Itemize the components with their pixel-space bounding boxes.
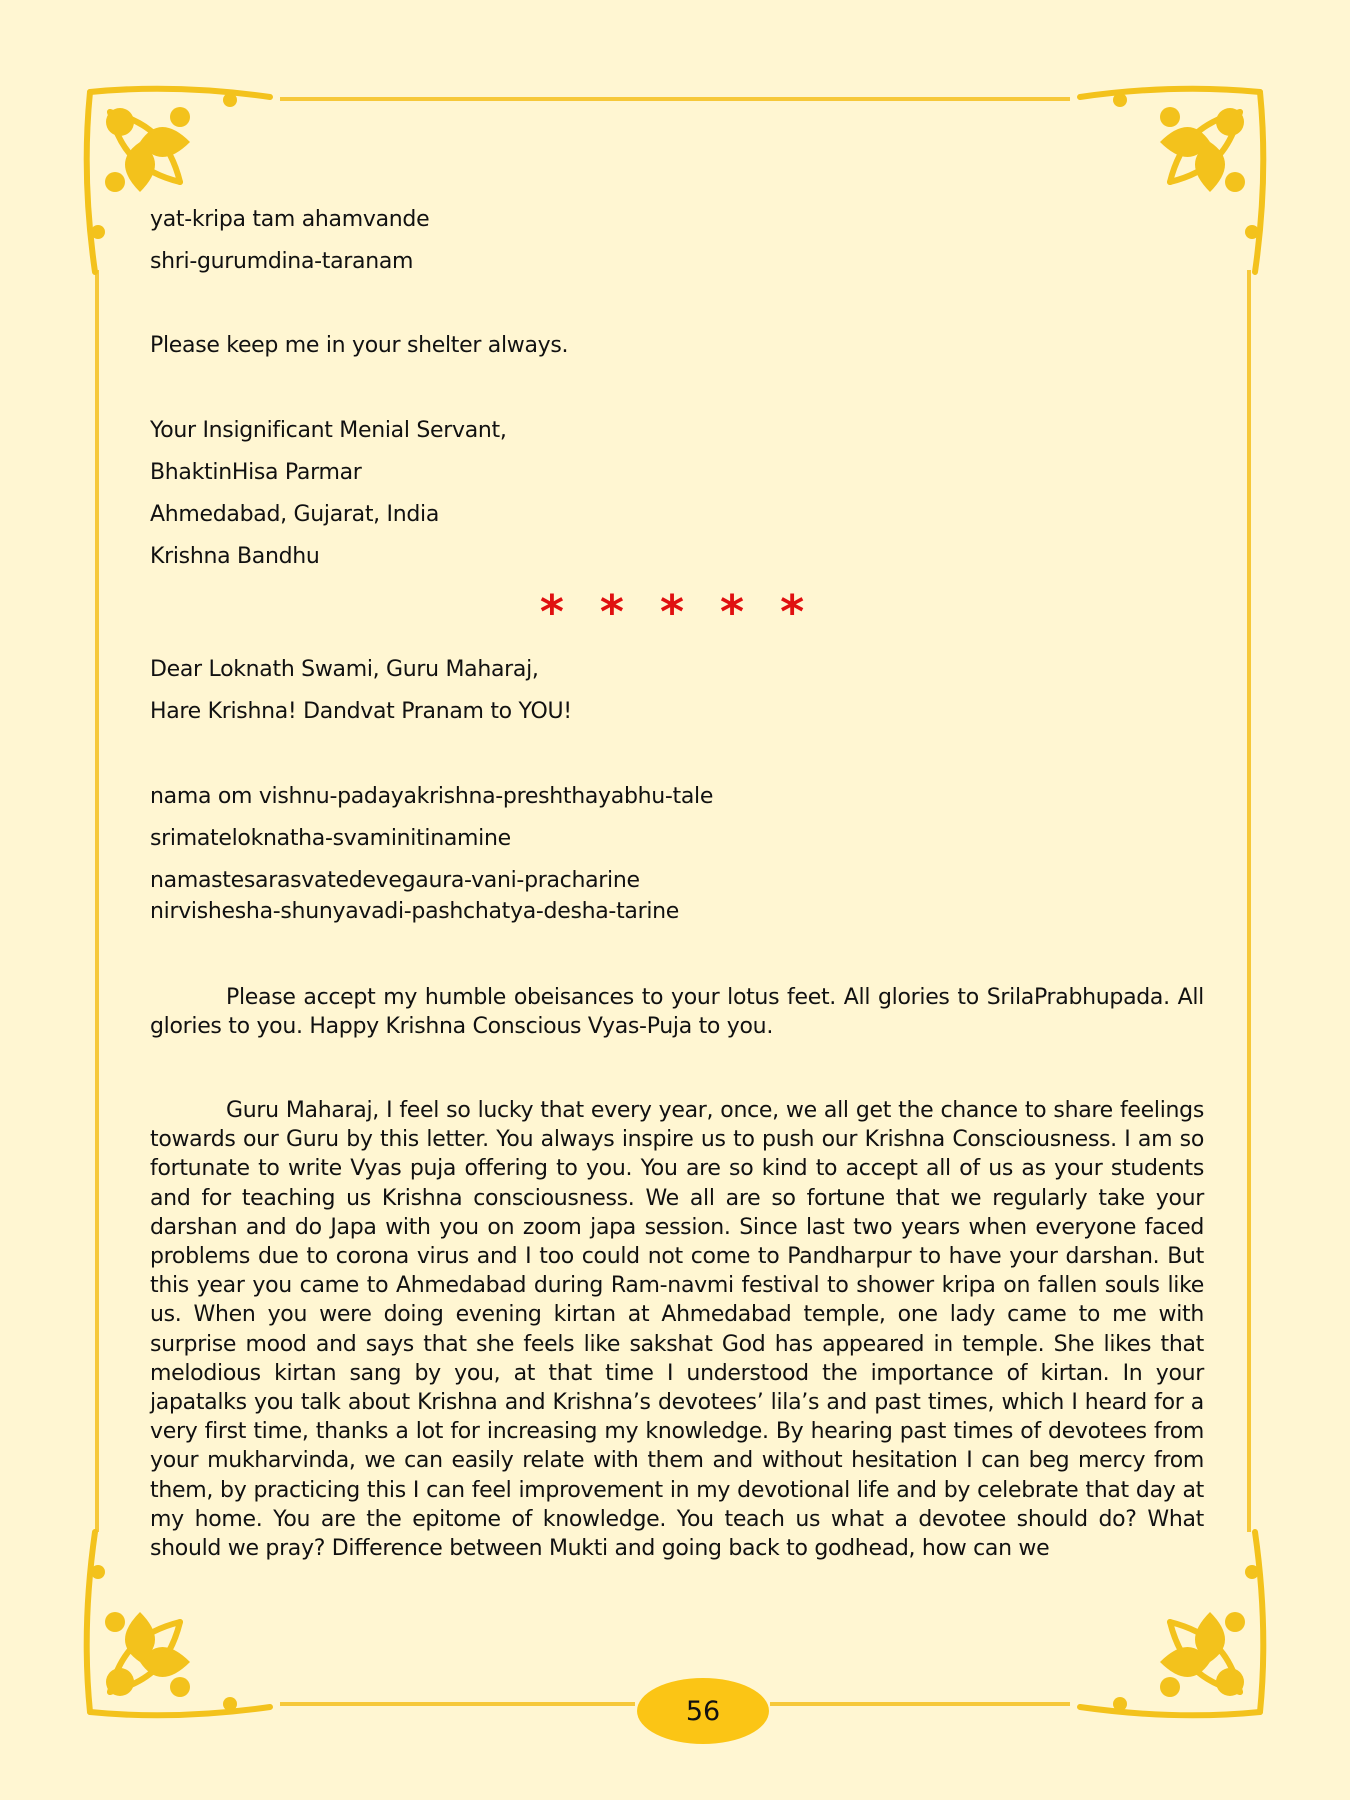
body-paragraph: Guru Maharaj, I feel so lucky that every year, once, we all get the chance to share feelings towards our Guru by this letter. You always inspire us to push our Krishna Consciousness. I am so fortunate to write Vyas puja offering to you. You are so kind to accept all of us as your students and for teaching us Krishna consciousness. We all are so fortune that we regularly take your darshan and do Japa with you on zoom japa session. Since last two years when everyone faced problems due to corona virus and I too could not come to Pandharpur to have your darshan. But this year you came to Ahmedabad during Ram-navmi festival to shower kripa on fallen souls like us. When you were doing evening kirtan at Ahmedabad temple, one lady came to me with surprise mood and says that she feels like sakshat God has appeared in temple. She likes that melodious kirtan sang by you, at that time I understood the importance of kirtan. In your japatalks you talk about Krishna and Krishna’s devotees’ lila’s and past times, which I heard for a very first time, thanks a lot for increasing my knowledge. By hearing past times of devotees from your mukharvinda, we can easily relate with them and without hesitation I can beg mercy from them, by practicing this I can feel improvement in my devotional life and by celebrate that day at my home. You are the epitome of knowledge. You teach us what a devotee should do? What should we pray? Difference between Mukti and going back to godhead, how can we	[150, 1098, 1204, 1562]
border-bottom-line-left	[280, 1702, 635, 1706]
border-top-line	[280, 97, 1070, 101]
closing-line: Please keep me in your shelter always.	[150, 333, 569, 358]
greeting: Hare Krishna! Dandvat Pranam to YOU!	[150, 699, 572, 724]
prayer-line: namastesarasvatedevegaura-vani-pracharine	[150, 868, 640, 893]
page-number-badge	[637, 1678, 769, 1744]
prayer-line: nirvishesha-shunyavadi-pashchatya-desha-tarine	[150, 899, 680, 924]
signature-group: Krishna Bandhu	[150, 544, 320, 569]
signature-closing: Your Insignificant Menial Servant,	[150, 418, 507, 443]
verse-line: shri-gurumdina-taranam	[150, 249, 414, 274]
salutation: Dear Loknath Swami, Guru Maharaj,	[150, 657, 539, 682]
prayer-line: nama om vishnu-padayakrishna-preshthayabhu-tale	[150, 784, 714, 809]
signature-location: Ahmedabad, Gujarat, India	[150, 502, 440, 527]
signature-name: BhaktinHisa Parmar	[150, 460, 362, 485]
separator-stars: * * * * *	[539, 585, 815, 639]
border-left-line	[95, 270, 99, 1532]
prayer-line: srimateloknatha-svaminitinamine	[150, 826, 511, 851]
border-bottom-line-right	[770, 1702, 1070, 1706]
corner-ornament-top-right	[1070, 82, 1270, 282]
verse-line: yat-kripa tam ahamvande	[150, 207, 430, 232]
border-right-line	[1247, 270, 1251, 1532]
page-number: 56	[685, 1695, 721, 1727]
body-paragraph: Please accept my humble obeisances to your lotus feet. All glories to SrilaPrabhupada. All glories to you. Happy Krishna Conscious Vyas-Puja to you.	[150, 985, 1204, 1040]
